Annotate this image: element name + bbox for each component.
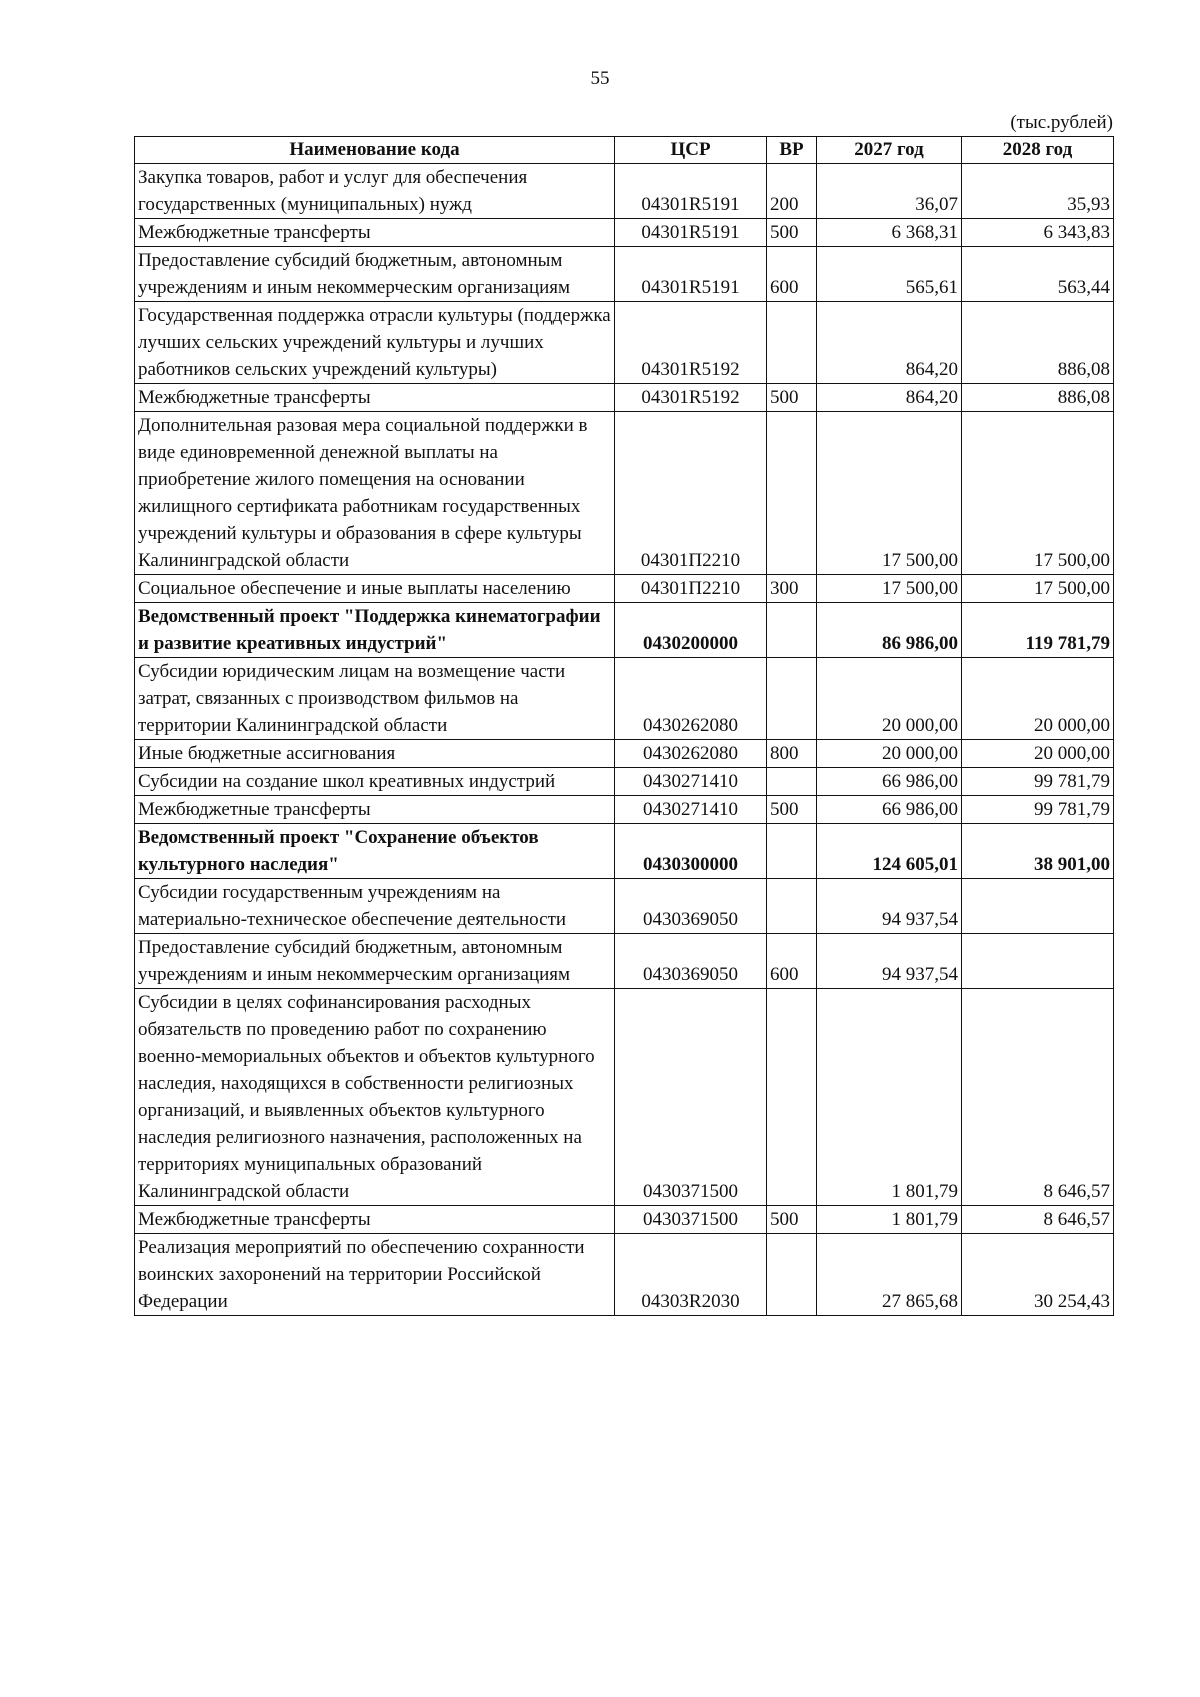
table-row [135, 796, 1114, 824]
row-amount-2028: 886,08 [962, 384, 1114, 412]
row-csr: 04301R5191 [615, 247, 767, 302]
row-vr [767, 768, 817, 796]
table-row [135, 302, 1114, 384]
row-name: Предоставление субсидий бюджетным, автономным учреждениям и иным некоммерческим организациям [135, 247, 615, 302]
table-row [135, 603, 1114, 658]
table-row [135, 658, 1114, 740]
row-name: Предоставление субсидий бюджетным, автономным учреждениям и иным некоммерческим организациям [135, 934, 615, 989]
row-vr [767, 658, 817, 740]
row-amount-2027: 27 865,68 [817, 1234, 962, 1316]
row-amount-2028: 99 781,79 [962, 768, 1114, 796]
row-amount-2028: 35,93 [962, 164, 1114, 219]
row-name: Субсидии государственным учреждениям на материально-техническое обеспечение деятельности [135, 879, 615, 934]
row-amount-2027: 66 986,00 [817, 796, 962, 824]
row-amount-2028: 563,44 [962, 247, 1114, 302]
table-row [135, 247, 1114, 302]
row-name: Реализация мероприятий по обеспечению сохранности воинских захоронений на территории Российской Федерации [135, 1234, 615, 1316]
row-name: Закупка товаров, работ и услуг для обеспечения государственных (муниципальных) нужд [135, 164, 615, 219]
table-row [135, 384, 1114, 412]
table-row [135, 934, 1114, 989]
table-body [135, 164, 1114, 1316]
row-amount-2028: 38 901,00 [962, 824, 1114, 879]
row-amount-2027: 17 500,00 [817, 412, 962, 575]
row-csr: 0430200000 [615, 603, 767, 658]
row-name: Субсидии юридическим лицам на возмещение части затрат, связанных с производством фильмов на территории Калининградской области [135, 658, 615, 740]
row-vr: 800 [767, 740, 817, 768]
row-amount-2027: 94 937,54 [817, 879, 962, 934]
row-amount-2028: 20 000,00 [962, 658, 1114, 740]
row-amount-2027: 864,20 [817, 302, 962, 384]
row-name: Межбюджетные трансферты [135, 384, 615, 412]
row-csr: 04301П2210 [615, 575, 767, 603]
row-csr: 0430300000 [615, 824, 767, 879]
row-name: Социальное обеспечение и иные выплаты населению [135, 575, 615, 603]
row-csr: 04301П2210 [615, 412, 767, 575]
header-name: Наименование кода [135, 137, 615, 164]
units-label: (тыс.рублей) [1010, 112, 1113, 133]
table-row [135, 879, 1114, 934]
row-vr: 200 [767, 164, 817, 219]
row-vr [767, 989, 817, 1206]
row-amount-2027: 864,20 [817, 384, 962, 412]
row-amount-2027: 66 986,00 [817, 768, 962, 796]
row-amount-2028: 8 646,57 [962, 989, 1114, 1206]
row-csr: 0430271410 [615, 768, 767, 796]
row-csr: 0430262080 [615, 658, 767, 740]
row-csr: 0430369050 [615, 934, 767, 989]
row-csr: 0430371500 [615, 1206, 767, 1234]
row-name: Межбюджетные трансферты [135, 1206, 615, 1234]
row-vr [767, 603, 817, 658]
row-csr: 04301R5192 [615, 384, 767, 412]
row-csr: 0430369050 [615, 879, 767, 934]
table-header-row [135, 137, 1114, 164]
row-vr: 500 [767, 1206, 817, 1234]
row-amount-2028: 8 646,57 [962, 1206, 1114, 1234]
table-row [135, 740, 1114, 768]
row-csr: 04301R5191 [615, 164, 767, 219]
row-amount-2027: 20 000,00 [817, 740, 962, 768]
table-row [135, 768, 1114, 796]
table-row [135, 575, 1114, 603]
table-row [135, 1234, 1114, 1316]
row-amount-2027: 124 605,01 [817, 824, 962, 879]
row-amount-2027: 1 801,79 [817, 989, 962, 1206]
row-vr [767, 879, 817, 934]
table-row [135, 989, 1114, 1206]
header-vr: ВР [767, 137, 817, 164]
header-2027: 2027 год [817, 137, 962, 164]
row-amount-2028: 119 781,79 [962, 603, 1114, 658]
row-csr: 0430262080 [615, 740, 767, 768]
row-amount-2028: 99 781,79 [962, 796, 1114, 824]
row-amount-2028: 30 254,43 [962, 1234, 1114, 1316]
header-csr: ЦСР [615, 137, 767, 164]
row-vr: 600 [767, 934, 817, 989]
row-vr: 300 [767, 575, 817, 603]
row-amount-2027: 565,61 [817, 247, 962, 302]
row-vr: 500 [767, 384, 817, 412]
row-csr: 0430371500 [615, 989, 767, 1206]
row-amount-2028: 17 500,00 [962, 575, 1114, 603]
row-name: Субсидии на создание школ креативных индустрий [135, 768, 615, 796]
row-amount-2027: 94 937,54 [817, 934, 962, 989]
row-name: Субсидии в целях софинансирования расходных обязательств по проведению работ по сохранению военно-мемориальных объектов и объектов культурного наследия, находящихся в собственности религиозных организаций, и выявленных объектов культурного наследия религиозного назначения, расположенных на территориях муниципальных образований Калининградской области [135, 989, 615, 1206]
row-name: Иные бюджетные ассигнования [135, 740, 615, 768]
row-amount-2027: 36,07 [817, 164, 962, 219]
row-vr [767, 1234, 817, 1316]
row-amount-2027: 17 500,00 [817, 575, 962, 603]
row-amount-2028: 20 000,00 [962, 740, 1114, 768]
page-number: 55 [590, 68, 610, 89]
row-amount-2028 [962, 934, 1114, 989]
row-vr: 600 [767, 247, 817, 302]
table-row [135, 412, 1114, 575]
row-amount-2028: 6 343,83 [962, 219, 1114, 247]
row-amount-2027: 20 000,00 [817, 658, 962, 740]
row-csr: 0430271410 [615, 796, 767, 824]
table-row [135, 1206, 1114, 1234]
row-amount-2027: 86 986,00 [817, 603, 962, 658]
row-name: Ведомственный проект "Поддержка кинематографии и развитие креативных индустрий" [135, 603, 615, 658]
row-amount-2027: 1 801,79 [817, 1206, 962, 1234]
row-amount-2028: 886,08 [962, 302, 1114, 384]
table-row [135, 824, 1114, 879]
table-row [135, 219, 1114, 247]
row-amount-2028 [962, 879, 1114, 934]
row-vr: 500 [767, 219, 817, 247]
budget-table [134, 136, 1114, 1316]
row-vr [767, 302, 817, 384]
row-csr: 04301R5192 [615, 302, 767, 384]
header-2028: 2028 год [962, 137, 1114, 164]
row-name: Ведомственный проект "Сохранение объектов культурного наследия" [135, 824, 615, 879]
row-amount-2028: 17 500,00 [962, 412, 1114, 575]
row-csr: 04301R5191 [615, 219, 767, 247]
row-amount-2027: 6 368,31 [817, 219, 962, 247]
row-vr: 500 [767, 796, 817, 824]
row-csr: 04303R2030 [615, 1234, 767, 1316]
row-name: Межбюджетные трансферты [135, 796, 615, 824]
row-name: Дополнительная разовая мера социальной поддержки в виде единовременной денежной выплаты на приобретение жилого помещения на основании жилищного сертификата работникам государственных учреждений культуры и образования в сфере культуры Калининградской области [135, 412, 615, 575]
table-row [135, 164, 1114, 219]
row-name: Межбюджетные трансферты [135, 219, 615, 247]
row-vr [767, 412, 817, 575]
row-vr [767, 824, 817, 879]
row-name: Государственная поддержка отрасли культуры (поддержка лучших сельских учреждений культуры и лучших работников сельских учреждений культуры) [135, 302, 615, 384]
